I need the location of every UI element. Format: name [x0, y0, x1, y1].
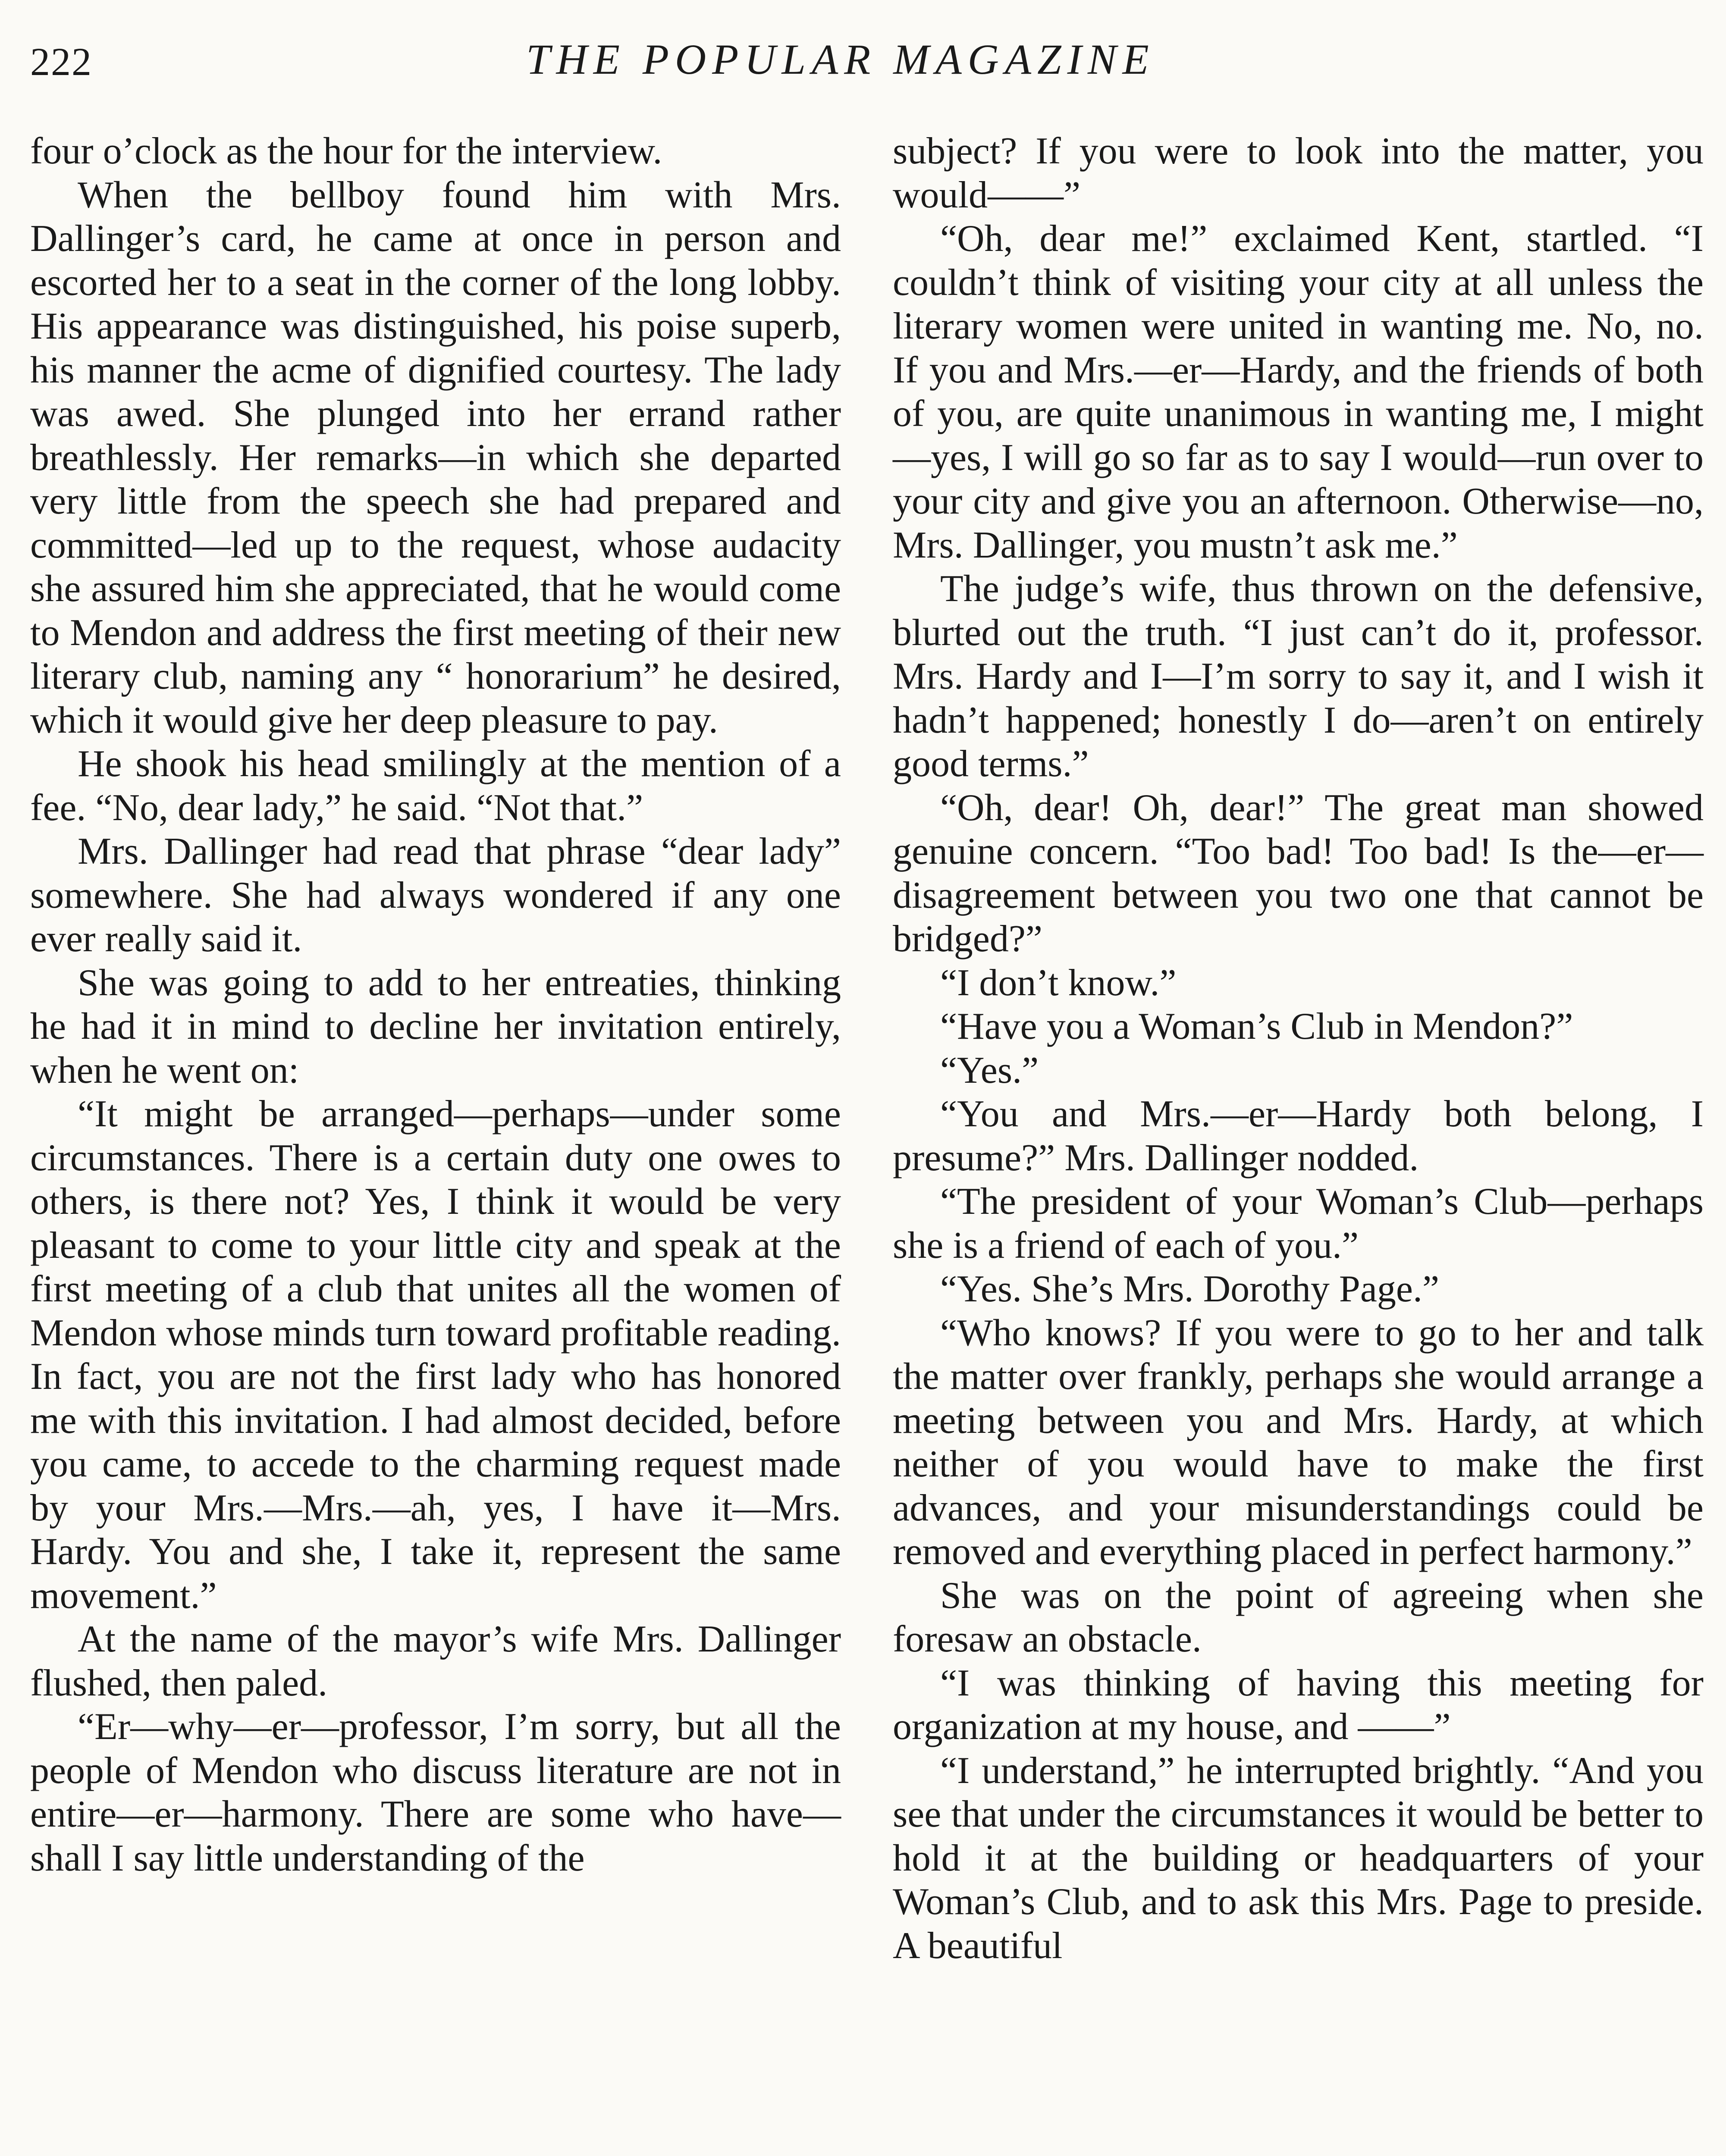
paragraph: “Oh, dear! Oh, dear!” The great man showed genuine concern. “Too bad! Too bad! Is the—er—disagreement between you two one that cannot be bridged?” — [893, 787, 1704, 960]
paragraph: She was going to add to her entreaties, thinking he had it in mind to decline her invitation entirely, when he went on: — [30, 962, 841, 1091]
paragraph: “I was thinking of having this meeting for organization at my house, and ——” — [893, 1662, 1704, 1748]
paragraph: “I understand,” he interrupted brightly. “And you see that under the circumstances it would be better to hold it at the building or headquarters of your Woman’s Club, and to ask this Mrs. Page to preside. A beautiful — [893, 1749, 1704, 1967]
right-column — [893, 129, 1704, 1968]
paragraph: subject? If you were to look into the matter, you would——” — [893, 130, 1704, 216]
paragraph: “It might be arranged—perhaps—under some circumstances. There is a certain duty one owes to others, is there not? Yes, I think it would be very pleasant to come to your little city and speak at the first meeting of a club that unites all the women of Mendon whose minds turn toward profitable reading. In fact, you are not the first lady who has honored me with this invitation. I had almost decided, before you came, to accede to the charming request made by your Mrs.—Mrs.—ah, yes, I have it—Mrs. Hardy. You and she, I take it, represent the same movement.” — [30, 1093, 841, 1617]
paragraph: “You and Mrs.—er—Hardy both belong, I presume?” Mrs. Dallinger nodded. — [893, 1093, 1704, 1179]
paragraph: He shook his head smilingly at the mention of a fee. “No, dear lady,” he said. “Not that.” — [30, 743, 841, 829]
paragraph: “Who knows? If you were to go to her and talk the matter over frankly, perhaps she would arrange a meeting between you and Mrs. Hardy, at which neither of you would have to make the first advances, and your misunderstandings could be removed and everything placed in perfect harmony.” — [893, 1312, 1704, 1573]
paragraph: “The president of your Woman’s Club—perhaps she is a friend of each of you.” — [893, 1181, 1704, 1266]
paragraph: The judge’s wife, thus thrown on the defensive, blurted out the truth. “I just can’t do it, professor. Mrs. Hardy and I—I’m sorry to say it, and I wish it hadn’t happened; honestly I do—aren’t on entirely good terms.” — [893, 568, 1704, 785]
paragraph: “I don’t know.” — [940, 962, 1177, 1004]
paragraph: “Yes. She’s Mrs. Dorothy Page.” — [940, 1268, 1440, 1310]
paragraph: “Yes.” — [940, 1049, 1039, 1091]
paragraph: “Er—why—er—professor, I’m sorry, but all the people of Mendon who discuss literature are not in entire—er—harmony. There are some who have—shall I say little understanding of the — [30, 1706, 841, 1879]
running-title: THE POPULAR MAGAZINE — [526, 35, 1155, 83]
left-column — [30, 129, 841, 1880]
paragraph: When the bellboy found him with Mrs. Dallinger’s card, he came at once in person and escorted her to a seat in the corner of the long lobby. His appearance was distinguished, his poise superb, his manner the acme of dignified courtesy. The lady was awed. She plunged into her errand rather breathlessly. Her remarks—in which she departed very little from the speech she had prepared and committed—led up to the request, whose audacity she assured him she appreciated, that he would come to Mendon and address the first meeting of their new literary club, naming any “ honorarium” he desired, which it would give her deep pleasure to pay. — [30, 174, 841, 741]
paragraph: “Oh, dear me!” exclaimed Kent, startled. “I couldn’t think of visiting your city at all unless the literary women were united in wanting me. No, no. If you and Mrs.—er—Hardy, and the friends of both of you, are quite unanimous in wanting me, I might —yes, I will go so far as to say I would—run over to your city and give you an afternoon. Otherwise—no, Mrs. Dallinger, you mustn’t ask me.” — [893, 218, 1704, 566]
paragraph: “Have you a Woman’s Club in Mendon?” — [940, 1006, 1573, 1047]
page-header — [30, 30, 1704, 99]
page-number: 222 — [30, 40, 92, 84]
paragraph: At the name of the mayor’s wife Mrs. Dallinger flushed, then paled. — [30, 1618, 841, 1704]
paragraph: Mrs. Dallinger had read that phrase “dear lady” somewhere. She had always wondered if any one ever really said it. — [30, 830, 841, 960]
paragraph: She was on the point of agreeing when she foresaw an obstacle. — [893, 1574, 1704, 1660]
paragraph: four o’clock as the hour for the interview. — [30, 130, 662, 172]
